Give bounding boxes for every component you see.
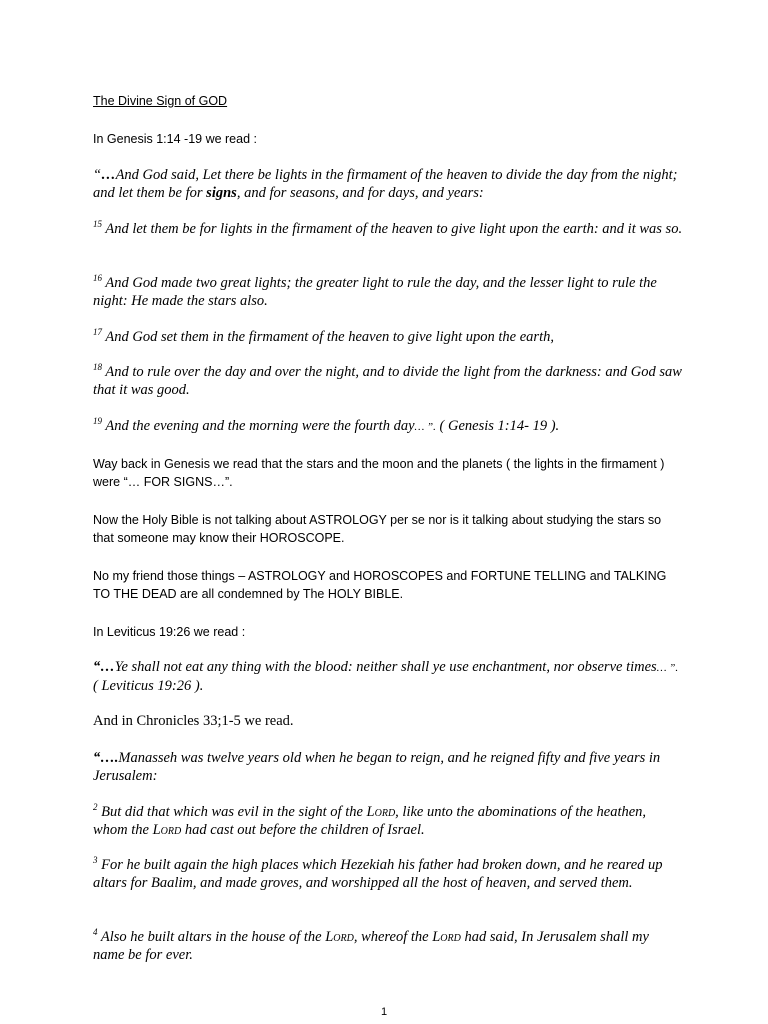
- verse-text: Manasseh was twelve years old when he began to reign, and he reigned fifty and five years in Jerusalem:: [93, 750, 661, 784]
- verse-number: 17: [93, 327, 102, 337]
- lord-small-caps: Lord: [366, 804, 396, 820]
- verse-text: Also he built altars in the house of the: [97, 929, 326, 945]
- chronicles-verse-1: [93, 750, 683, 785]
- verse-number: 16: [93, 273, 102, 283]
- verse-number: 18: [93, 362, 102, 372]
- verse-text: And God made two great lights; the greater light to rule the day, and the lesser light to rule the night: He made the stars also.: [93, 275, 657, 309]
- leviticus-verse: [93, 659, 683, 695]
- verse-text: had cast out before the children of Israel.: [181, 821, 425, 838]
- verse-text: For he built again the high places which Hezekiah his father had broken down, and he reared up altars for Baalim, and made groves, and worshipped all the host of heaven, and served them.: [93, 857, 663, 891]
- chronicles-verse-4: [93, 929, 683, 964]
- scripture-reference: ( Leviticus 19:26 ).: [93, 677, 204, 694]
- open-quote: “….: [93, 750, 119, 766]
- verse-text: But did that which was evil in the sight of the: [97, 804, 367, 820]
- paragraph-astrology: Now the Holy Bible is not talking about ASTROLOGY per se nor is it talking about studying the stars so that someone may know their HOROSCOPE.: [93, 513, 662, 545]
- lord-small-caps: Lord: [325, 929, 354, 945]
- lord-small-caps: Lord: [152, 821, 182, 838]
- verse-number: 3: [93, 855, 98, 865]
- genesis-verse-15: [93, 221, 683, 239]
- verse-number: 2: [93, 802, 98, 812]
- verse-text: Ye shall not eat any thing with the blood: neither shall ye use enchantment, nor observe times: [114, 659, 657, 675]
- document-title: The Divine Sign of GOD: [93, 94, 228, 108]
- ellipsis: … ”.: [656, 662, 679, 674]
- paragraph-signs: Way back in Genesis we read that the stars and the moon and the planets ( the lights in the firmament ) were “… FOR SIGNS…”.: [93, 457, 665, 489]
- open-quote: “…: [93, 659, 115, 675]
- ellipsis: … ”.: [414, 421, 436, 433]
- verse-text: And to rule over the day and over the night, and to divide the light from the darkness: and God saw that it was good.: [93, 364, 682, 398]
- verse-number: 15: [93, 219, 102, 229]
- chronicles-intro: And in Chronicles 33;1-5 we read.: [93, 713, 294, 729]
- verse-text: , like unto the abominations of the heathen, whom the: [93, 804, 647, 838]
- verse-text: And the evening and the morning were the fourth day: [102, 418, 415, 434]
- lord-small-caps: Lord: [432, 929, 461, 945]
- genesis-intro: In Genesis 1:14 -19 we read :: [93, 132, 257, 146]
- chronicles-verse-2: [93, 804, 683, 839]
- paragraph-condemned: No my friend those things – ASTROLOGY and HOROSCOPES and FORTUNE TELLING and TALKING TO THE DEAD are all condemned by The HOLY BIBLE.: [93, 569, 667, 601]
- genesis-verse-16: [93, 275, 683, 310]
- genesis-verse-19: [93, 418, 683, 437]
- leviticus-intro: In Leviticus 19:26 we read :: [93, 625, 246, 639]
- signs-emphasis: signs: [206, 184, 237, 201]
- ellipsis: …: [101, 167, 116, 183]
- verse-text: And let them be for lights in the firmament of the heaven to give light upon the earth: and it was so.: [102, 221, 683, 237]
- verse-text: And God set them in the firmament of the heaven to give light upon the earth,: [102, 329, 554, 345]
- verse-text: , whereof the: [353, 929, 433, 945]
- genesis-verse-18: [93, 364, 683, 399]
- page-number: 1: [380, 1006, 388, 1018]
- verse-number: 4: [93, 927, 98, 937]
- verse-text: had said, In Jerusalem shall my name be for ever.: [93, 929, 649, 963]
- verse-text: , and for seasons, and for days, and years:: [236, 184, 484, 201]
- genesis-verse-14: [93, 167, 683, 202]
- scripture-reference: ( Genesis 1:14- 19 ).: [435, 418, 560, 434]
- verse-number: 19: [93, 416, 102, 426]
- chronicles-verse-3: [93, 857, 683, 892]
- verse-text: And God said, Let there be lights in the firmament of the heaven to divide the day from the night; and let them be for: [93, 167, 678, 201]
- open-quote: “: [93, 167, 102, 183]
- genesis-verse-17: [93, 329, 683, 347]
